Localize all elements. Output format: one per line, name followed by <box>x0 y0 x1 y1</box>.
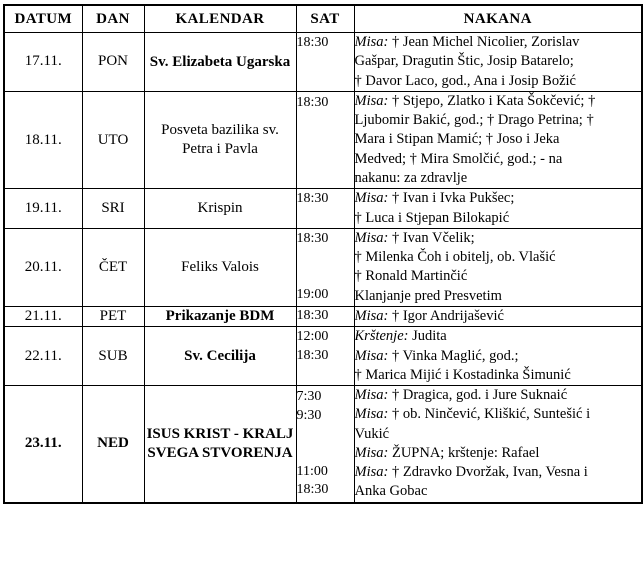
intention-line <box>355 130 642 149</box>
intention-text: † Dragica, god. i Jure Suknaić <box>388 387 568 404</box>
time-spacer <box>297 444 354 463</box>
table-row <box>4 386 642 503</box>
time-spacer <box>297 208 354 227</box>
intention-line <box>355 111 642 130</box>
intention-label: Misa: <box>354 229 389 246</box>
intention-label: Misa: <box>354 307 389 324</box>
cell-day: UTO <box>82 91 144 188</box>
intention-text: † Davor Laco, god., Ana i Josip Božić <box>354 72 576 89</box>
intention-line <box>355 327 642 346</box>
intention-line <box>355 267 642 286</box>
time-spacer <box>297 267 354 286</box>
cell-times <box>296 386 354 503</box>
column-header-nakana: NAKANA <box>354 5 642 33</box>
cell-times <box>296 91 354 188</box>
intention-line <box>355 347 642 366</box>
time-value: 18:30 <box>296 231 329 247</box>
cell-intentions <box>354 306 642 326</box>
intention-label: Misa: <box>354 190 389 207</box>
intention-line <box>355 209 642 228</box>
intention-text: † Zdravko Dvoržak, Ivan, Vesna i <box>388 464 588 481</box>
intention-label: Misa: <box>354 387 389 404</box>
cell-times <box>296 306 354 326</box>
intention-text: † Marica Mijić i Kostadinka Šimunić <box>354 366 571 383</box>
intention-line <box>355 92 642 111</box>
cell-times <box>296 228 354 306</box>
intention-line <box>355 248 642 267</box>
cell-times <box>296 327 354 386</box>
cell-day: NED <box>82 386 144 503</box>
table-row <box>4 91 642 188</box>
cell-calendar: Prikazanje BDM <box>144 306 296 326</box>
intention-text: † Ivan Včelik; <box>388 229 475 246</box>
time-value: 18:30 <box>296 94 329 110</box>
time-value: 18:30 <box>296 308 329 324</box>
time-value: 18:30 <box>296 190 329 206</box>
column-header-datum: DATUM <box>4 5 82 33</box>
mass-schedule-table <box>3 4 643 504</box>
cell-calendar: Feliks Valois <box>144 228 296 306</box>
cell-date: 19.11. <box>4 189 82 229</box>
intention-text: Vukić <box>354 425 390 442</box>
time-value: 11:00 <box>296 463 328 479</box>
intention-text: Judita <box>408 328 447 345</box>
column-header-dan: DAN <box>82 5 144 33</box>
intention-line <box>355 444 642 463</box>
cell-intentions <box>354 189 642 229</box>
cell-day: ČET <box>82 228 144 306</box>
intention-line <box>355 425 642 444</box>
cell-intentions <box>354 91 642 188</box>
intention-line <box>355 52 642 71</box>
intention-line <box>355 405 642 424</box>
intention-text: Ljubomir Bakić, god.; † Drago Petrina; † <box>354 112 594 129</box>
cell-times <box>296 189 354 229</box>
time-spacer <box>297 112 354 131</box>
time-value: 9:30 <box>296 407 322 423</box>
intention-line <box>355 366 642 385</box>
intention-label: Misa: <box>354 464 389 481</box>
cell-intentions <box>354 33 642 92</box>
intention-text: † Ivan i Ivka Pukšec; <box>388 190 515 207</box>
cell-date: 18.11. <box>4 91 82 188</box>
intention-label: Misa: <box>354 92 389 109</box>
time-spacer <box>297 71 354 90</box>
intention-text: † Milenka Čoh i obitelj, ob. Vlašić <box>354 249 556 266</box>
cell-day: PON <box>82 33 144 92</box>
time-value: 18:30 <box>296 35 329 51</box>
cell-day: PET <box>82 306 144 326</box>
intention-text: Anka Gobac <box>354 483 428 500</box>
intention-text: † Stjepo, Zlatko i Kata Šokčević; † <box>388 92 596 109</box>
intention-line <box>355 33 642 52</box>
cell-date: 20.11. <box>4 228 82 306</box>
intention-text: † Jean Michel Nicolier, Zorislav <box>388 34 580 50</box>
cell-calendar: Krispin <box>144 189 296 229</box>
time-spacer <box>297 425 354 444</box>
cell-date: 23.11. <box>4 386 82 503</box>
time-spacer <box>297 365 354 384</box>
cell-calendar: Sv. Elizabeta Ugarska <box>144 33 296 92</box>
intention-line <box>355 169 642 188</box>
cell-date: 21.11. <box>4 306 82 326</box>
cell-intentions <box>354 228 642 306</box>
cell-day: SUB <box>82 327 144 386</box>
intention-line <box>355 287 642 306</box>
table-row <box>4 327 642 386</box>
column-header-sat: SAT <box>296 5 354 33</box>
time-value: 12:00 <box>296 329 329 345</box>
intention-text: Gašpar, Dragutin Štic, Josip Batarelo; <box>354 53 574 70</box>
time-spacer <box>297 53 354 72</box>
intention-text: † ob. Ninčević, Kliškić, Suntešić i <box>388 406 591 423</box>
intention-label: Misa: <box>354 444 389 461</box>
time-spacer <box>297 149 354 168</box>
header-row <box>4 5 642 33</box>
intention-text: Mara i Stipan Mamić; † Joso i Jeka <box>354 131 560 148</box>
intention-line <box>355 150 642 169</box>
cell-calendar: Posveta bazilika sv. Petra i Pavla <box>144 91 296 188</box>
intention-text: Klanjanje pred Presvetim <box>354 287 502 304</box>
intention-text: † Vinka Maglić, god.; <box>388 347 519 364</box>
intention-line <box>355 463 642 482</box>
table-header <box>4 5 642 33</box>
time-spacer <box>297 249 354 268</box>
cell-date: 22.11. <box>4 327 82 386</box>
cell-calendar: ISUS KRIST - KRALJ SVEGA STVORENJA <box>144 386 296 503</box>
cell-day: SRI <box>82 189 144 229</box>
intention-text: ŽUPNA; krštenje: Rafael <box>388 444 540 461</box>
intention-text: Medved; † Mira Smolčić, god.; - na <box>354 150 563 167</box>
time-spacer <box>297 131 354 150</box>
time-value: 19:00 <box>296 286 329 302</box>
cell-date: 17.11. <box>4 33 82 92</box>
time-spacer <box>297 168 354 187</box>
intention-line <box>355 189 642 208</box>
intention-label: Misa: <box>354 347 389 364</box>
column-header-kalendar: KALENDAR <box>144 5 296 33</box>
intention-text: nakanu: za zdravlje <box>354 169 468 186</box>
intention-line <box>355 72 642 91</box>
intention-text: † Luca i Stjepan Bilokapić <box>354 209 510 226</box>
table-body <box>4 33 642 503</box>
time-value: 18:30 <box>296 481 329 497</box>
cell-times <box>296 33 354 92</box>
intention-line <box>355 482 642 501</box>
intention-line <box>355 386 642 405</box>
intention-label: Misa: <box>354 34 389 50</box>
table-row <box>4 189 642 229</box>
table-row <box>4 228 642 306</box>
cell-intentions <box>354 386 642 503</box>
intention-label: Misa: <box>354 406 389 423</box>
table-row <box>4 306 642 326</box>
intention-text: † Ronald Martinčić <box>354 268 468 285</box>
time-value: 18:30 <box>296 347 329 363</box>
intention-label: Krštenje: <box>354 328 409 345</box>
intention-text: † Igor Andrijašević <box>388 307 504 324</box>
time-value: 7:30 <box>296 389 322 405</box>
intention-line <box>355 229 642 248</box>
cell-intentions <box>354 327 642 386</box>
cell-calendar: Sv. Cecilija <box>144 327 296 386</box>
table-row <box>4 33 642 92</box>
intention-line <box>355 307 642 326</box>
